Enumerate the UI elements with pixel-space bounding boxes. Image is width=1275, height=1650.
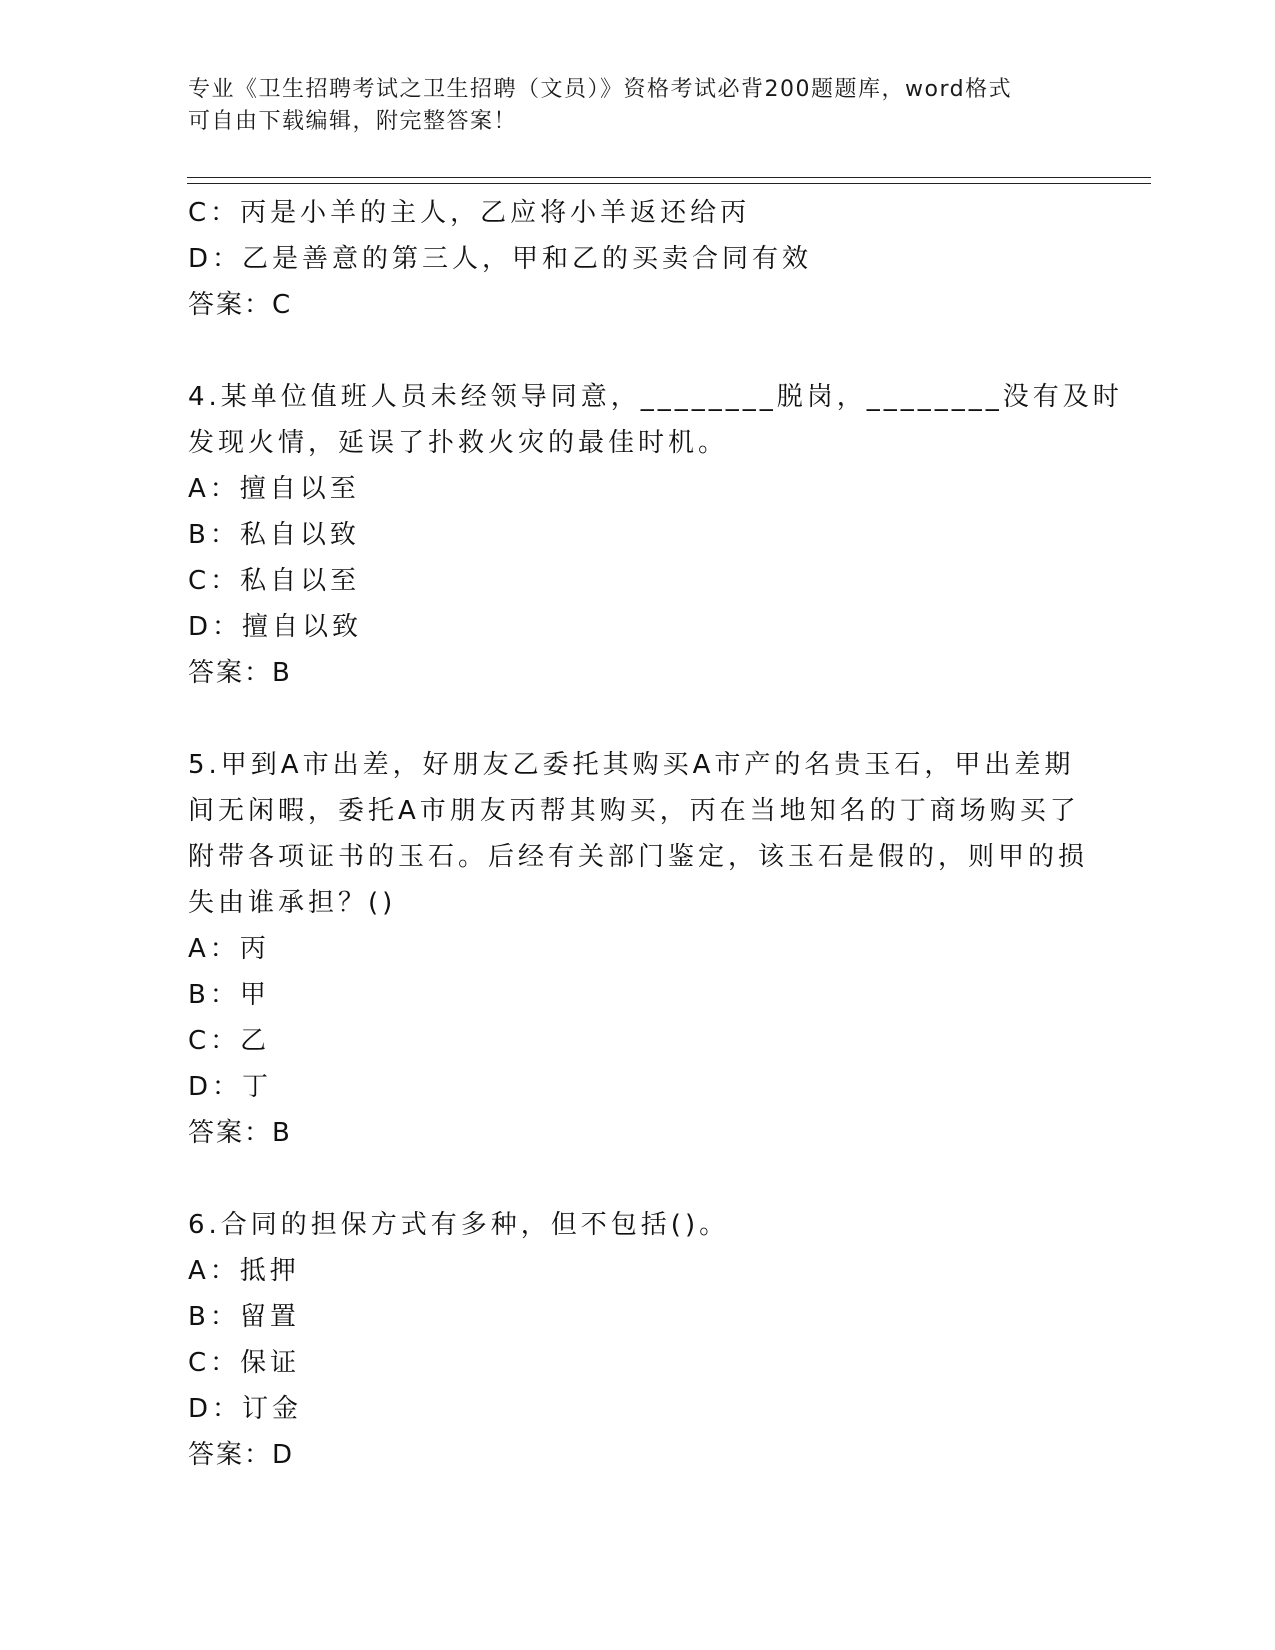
question-6-option-d: D：订金 — [188, 1394, 303, 1424]
header-divider-bottom — [187, 183, 1151, 184]
question-6-option-a: A：抵押 — [188, 1256, 300, 1286]
header-divider-top — [187, 177, 1151, 178]
question-5 — [188, 742, 1089, 1156]
question-5-stem-line-3: 附带各项证书的玉石。后经有关部门鉴定，该玉石是假的，则甲的损 — [188, 842, 1089, 872]
spacer — [188, 696, 1068, 742]
question-4 — [188, 374, 1123, 696]
question-6-answer: 答案：D — [188, 1440, 295, 1470]
question-5-stem-line-4: 失由谁承担？() — [188, 888, 397, 918]
question-4-answer: 答案：B — [188, 658, 292, 688]
question-4-option-b: B：私自以致 — [188, 520, 360, 550]
question-list — [188, 190, 1123, 1478]
question-4-option-a: A：擅自以至 — [188, 474, 360, 504]
question-6-option-c: C：保证 — [188, 1348, 301, 1378]
question-5-stem-line-1: 5.甲到A市出差，好朋友乙委托其购买A市产的名贵玉石，甲出差期 — [188, 750, 1075, 780]
document-header — [188, 74, 1068, 138]
question-5-option-d: D：丁 — [188, 1072, 273, 1102]
question-4-stem-line-2: 发现火情，延误了扑救火灾的最佳时机。 — [188, 428, 729, 458]
question-5-option-c: C：乙 — [188, 1026, 271, 1056]
question-4-stem-line-1: 4.某单位值班人员未经领导同意，________脱岗，________没有及时 — [188, 382, 1123, 412]
spacer — [188, 1156, 1068, 1202]
question-3-tail — [188, 190, 1068, 328]
question-3-option-c: C：丙是小羊的主人，乙应将小羊返还给丙 — [188, 198, 751, 228]
header-title-line-1: 专业《卫生招聘考试之卫生招聘（文员）》资格考试必背200题题库，word格式 — [188, 77, 1013, 102]
question-4-option-c: C：私自以至 — [188, 566, 361, 596]
question-3-answer: 答案：C — [188, 290, 293, 320]
question-6 — [188, 1202, 1068, 1478]
question-6-stem-line-1: 6.合同的担保方式有多种，但不包括()。 — [188, 1210, 730, 1240]
question-6-option-b: B：留置 — [188, 1302, 300, 1332]
header-title-line-2: 可自由下载编辑，附完整答案！ — [188, 109, 518, 134]
question-3-option-d: D：乙是善意的第三人，甲和乙的买卖合同有效 — [188, 244, 813, 274]
question-5-stem-line-2: 间无闲暇，委托A市朋友丙帮其购买，丙在当地知名的丁商场购买了 — [188, 796, 1080, 826]
question-4-option-d: D：擅自以致 — [188, 612, 363, 642]
question-5-option-b: B：甲 — [188, 980, 270, 1010]
question-5-answer: 答案：B — [188, 1118, 292, 1148]
question-5-option-a: A：丙 — [188, 934, 270, 964]
spacer — [188, 328, 1068, 374]
